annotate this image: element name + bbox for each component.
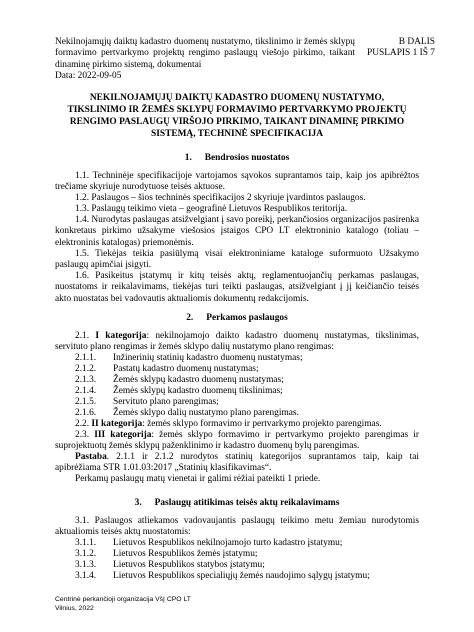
list-item: 2.1.2. Pastatų kadastro duomenų nustatymas; [75, 364, 259, 374]
paragraph-2-1 [55, 331, 419, 354]
header-doc-name: Nekilnojamųjų daiktų kadastro duomenų nustatymo, tikslinimo ir žemės sklypų formavimo pertvarkymo projektų rengimo paslaugų viešojo pirkimo, taikant dinaminę pirkimo sistemą, dokumentai [55, 37, 355, 70]
category-2-label: II kategorija [91, 419, 143, 429]
section-1-title: Bendrosios nuostatos [204, 153, 290, 163]
note-paragraph: Pastaba. 2.1.1 ir 2.1.2 nurodytos statinių kategorijos suprantamos taip, kaip tai apibrėžiama STR 1.01.03:2017 „Statinių klasifikavimas“. [55, 452, 419, 474]
section-1-number: 1. [184, 153, 192, 163]
list-item: 2.1.4. Žemės sklypų kadastro duomenų tikslinimas; [75, 386, 283, 396]
list-item: 3.1.4. Lietuvos Respublikos specialiųjų žemės naudojimo sąlygų įstatymu; [75, 571, 370, 581]
section-2-heading [55, 312, 419, 324]
footer-city-year: Vilnius, 2022 [55, 604, 94, 612]
paragraph-1-2: 1.2. Paslaugos – šios techninės specifikacijos 2 skyriuje įvardintos paslaugos. [75, 193, 366, 203]
note-label: Pastaba [75, 452, 107, 462]
paragraph-1-5: 1.5. Tiekėjas teikia pasiūlymą visai elektroniniame kataloge suformuoto Užsakymo paslaugų apimčiai įsigyti. [55, 249, 419, 271]
header-part-label: B DALIS [398, 37, 435, 47]
list-item: 2.1.1. Inžinerinių statinių kadastro duomenų nustatymas; [75, 353, 303, 363]
document-title: NEKILNOJAMŲJŲ DAIKTŲ KADASTRO DUOMENŲ NUSTATYMO, TIKSLINIMO IR ŽEMĖS SKLYPŲ FORMAVIMO PERTVARKYMO PROJEKTŲ RENGIMO PASLAUGŲ VIRŠOJO PIRKIMO, TAIKANT DINAMINĘ PIRKIMO SISTEMĄ, TECHNINĖ SPECIFIKACIJA [67, 93, 407, 139]
document-header [55, 37, 435, 83]
paragraph-1-3: 1.3. Paslaugų teikimo vieta – geografinė Lietuvos Respublikos teritorija. [75, 204, 348, 214]
paragraph-2-1-text: : nekilnojamojo daikto kadastro duomenų nustatymas, tikslinimas, servituto plano rengimas ir žemės sklypo dalių nustatymo plano rengimas: [55, 331, 420, 353]
paragraph-2-2: 2.2. II kategorija: žemės sklypo formavimo ir pertvarkymo projekto parengimas. [75, 419, 382, 429]
category-3-label: III kategorija [94, 430, 152, 440]
footer-organization: Centrinė perkančioji organizacija VšĮ CPO LT [55, 596, 191, 603]
list-item: 2.1.3. Žemės sklypų kadastro duomenų nustatymas; [75, 375, 284, 385]
section-2-title: Perkamos paslaugos [206, 313, 288, 323]
paragraph-2-3: 2.3. III kategorija: žemės sklypo formavimo ir pertvarkymo projekto parengimas ir suprojektuotų žemės sklypų paženklinimo ir kadastro duomenų bylų parengimas. [55, 430, 419, 452]
section-2-number: 2. [186, 313, 194, 323]
header-page-info [357, 37, 435, 60]
list-item: 2.1.6. Žemės sklypo dalių nustatymo plano parengimas. [75, 408, 299, 418]
section-3-title: Paslaugų atitikimas teisės aktų reikalavimams [154, 498, 340, 508]
paragraph-2-1-number: 2.1. [75, 331, 90, 341]
paragraph-2-4: Perkamų paslaugų matų vienetai ir galimi rėžiai pateikti 1 priede. [75, 474, 321, 484]
paragraph-1-6: 1.6. Pasikeitus įstatymų ir kitų teisės aktų, reglamentuojančių perkamas paslaugas, nuostatoms ir reikalavimams, tiekėjas turi teikti paslaugas, atsižvelgiant į jį keičiančio teisės akto nuostatas bei vadovautis aktualiomis dokumentų redakcijomis. [55, 271, 419, 304]
section-3-number: 3. [134, 498, 142, 508]
header-date: Data: 2022-09-05 [55, 71, 122, 82]
list-item: 3.1.3. Lietuvos Respublikos statybos įstatymu; [75, 560, 265, 570]
document-footer [55, 596, 191, 613]
paragraph-3-1: 3.1. Paslaugos atliekamos vadovaujantis paslaugų teikimo metu žemiau nurodytomis aktualiomis teisės aktų nuostatomis: [55, 516, 419, 538]
list-item: 3.1.2. Lietuvos Respublikos žemės įstatymu; [75, 549, 258, 559]
list-item: 3.1.1. Lietuvos Respublikos nekilnojamojo turto kadastro įstatymu; [75, 538, 343, 548]
section-3-heading [55, 497, 419, 509]
header-page-label: PUSLAPIS 1 IŠ 7 [367, 48, 435, 59]
paragraph-1-1: 1.1. Techninėje specifikacijoje vartojamos sąvokos suprantamos taip, kaip jos apibrėžtos trečiame skyriuje nurodytuose teisės aktuose. [55, 171, 419, 193]
list-item: 2.1.5. Servituto plano parengimas; [75, 397, 219, 407]
section-1-heading [55, 152, 419, 164]
category-1-label: I kategorija [95, 331, 147, 341]
paragraph-1-4: 1.4. Nurodytas paslaugas atsižvelgiant į savo poreikį, perkančiosios organizacijos pasirenka konkretaus pirkimo užsakyme viešosios įstaigos CPO LT elektroninio katalogo (toliau – elektroninis katalogas) priemonėmis. [55, 215, 420, 248]
